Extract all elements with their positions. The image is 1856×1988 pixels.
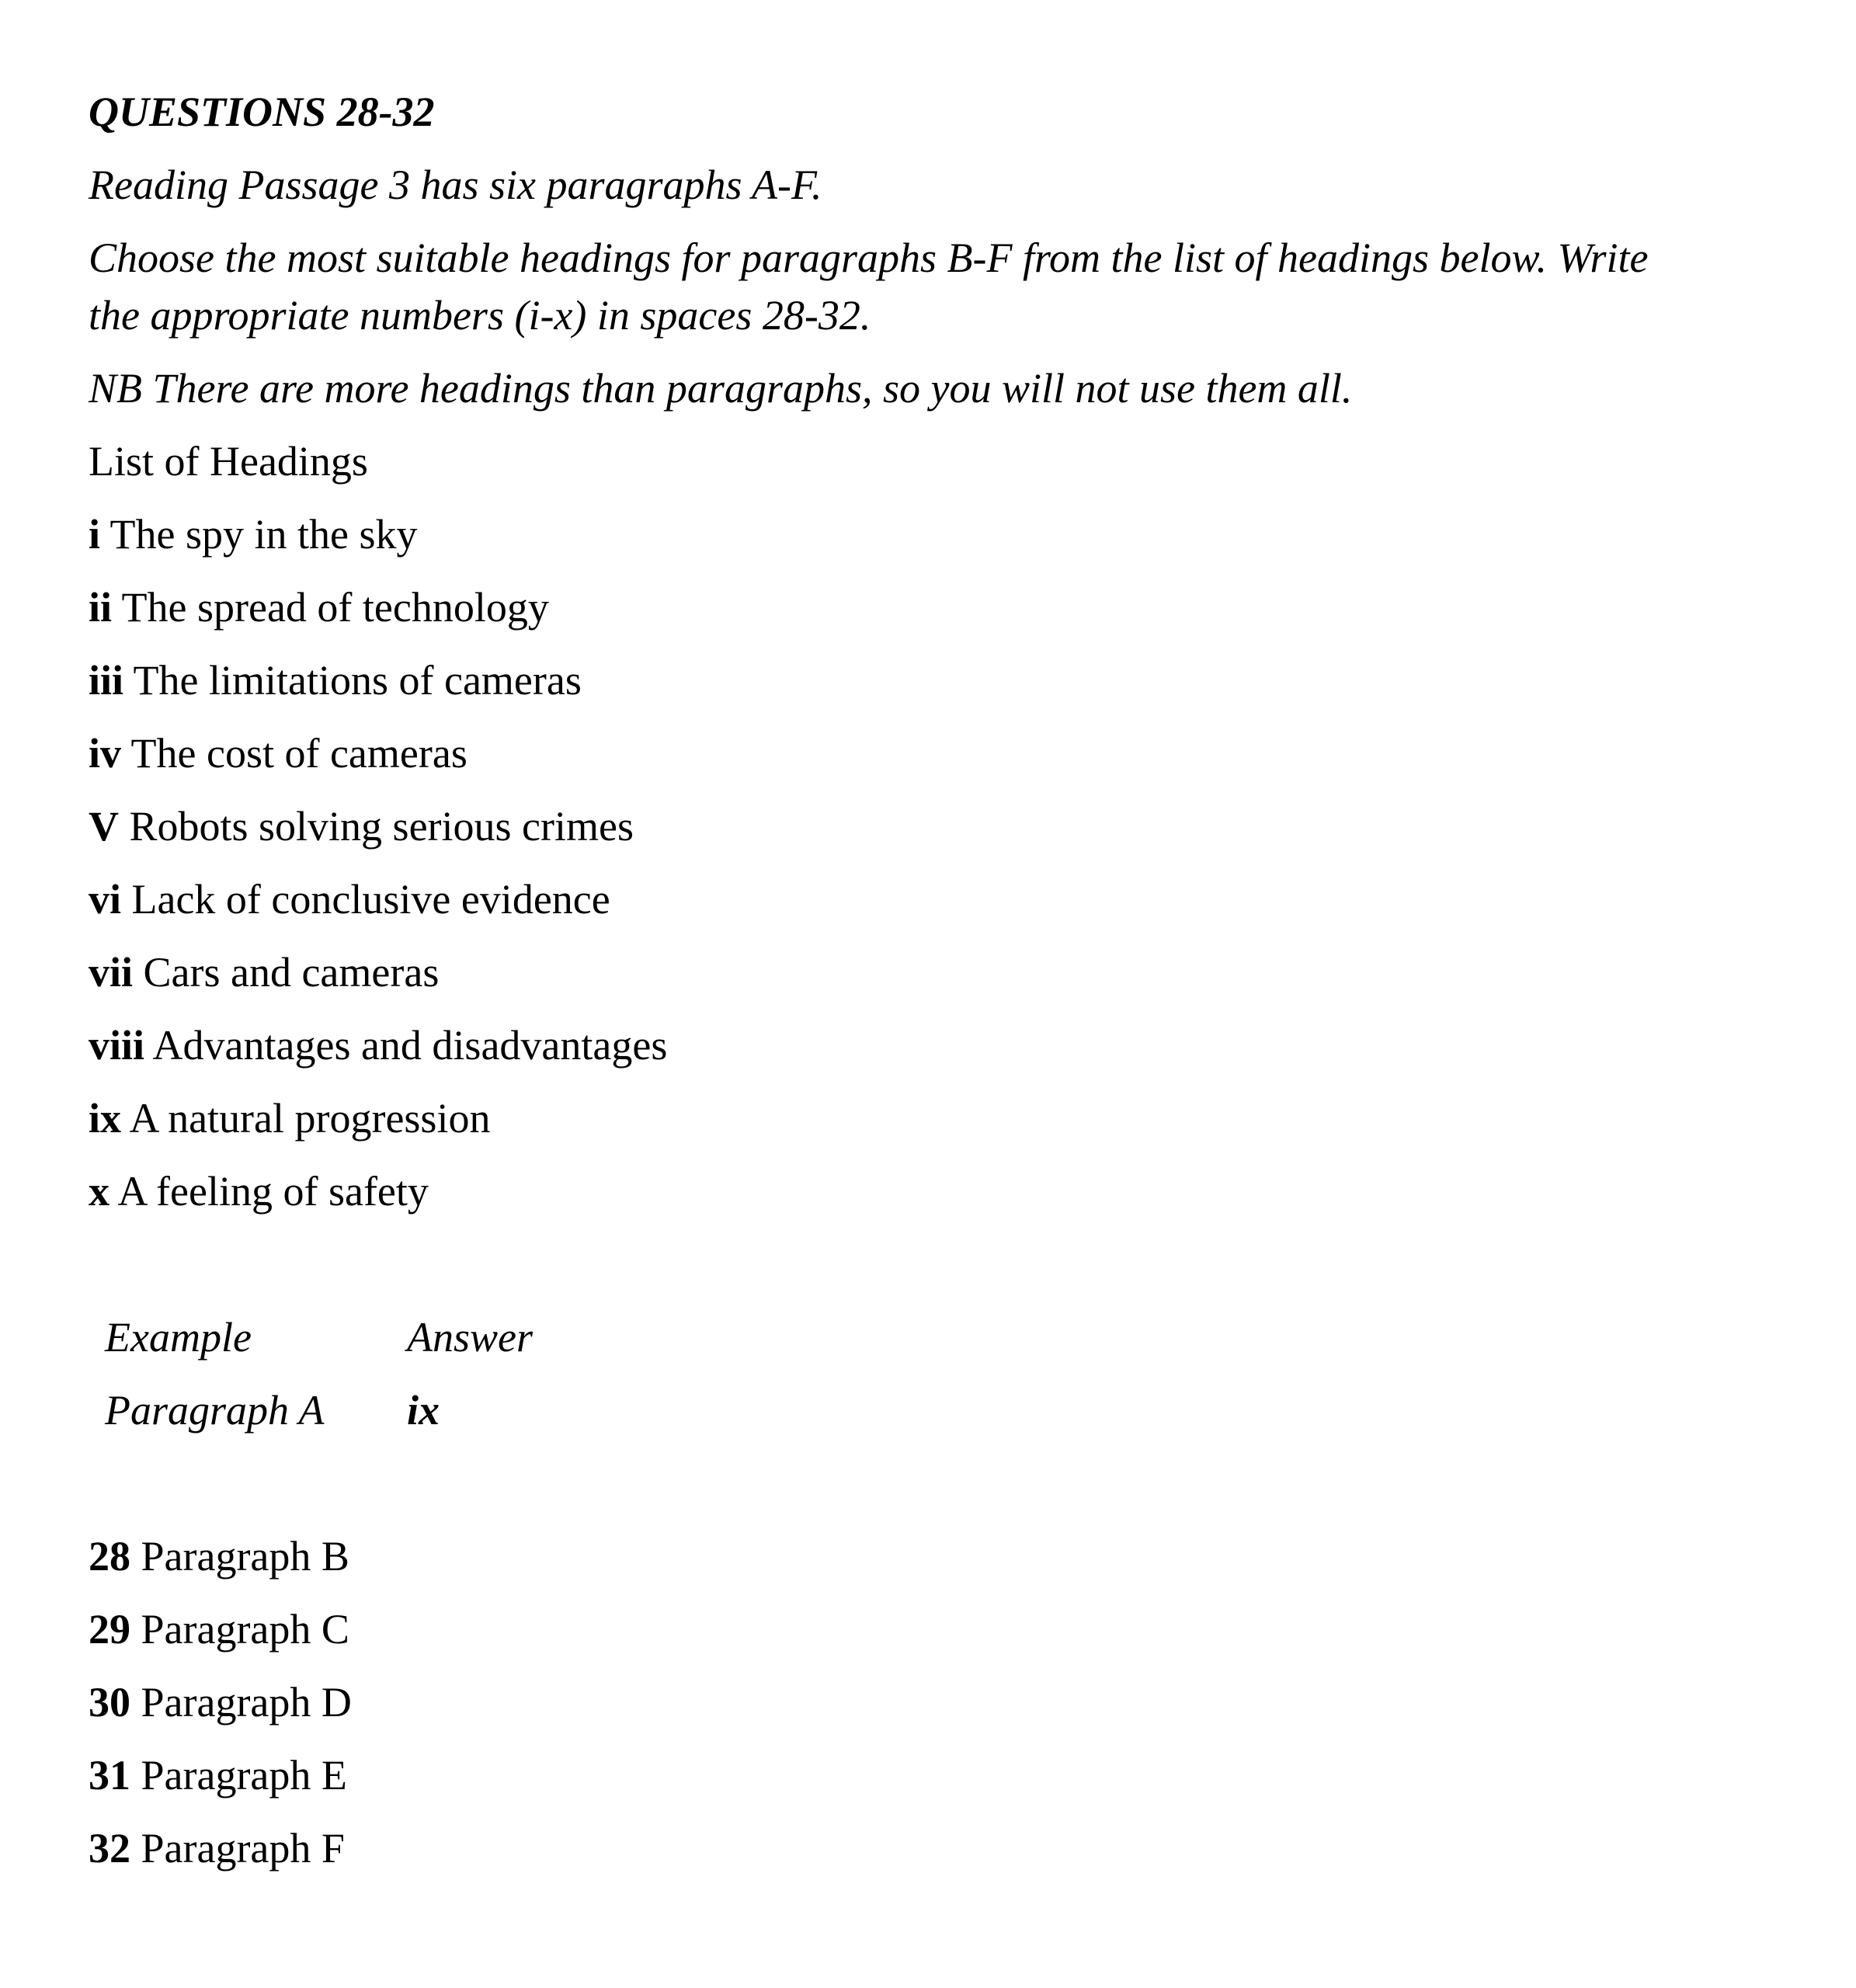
heading-item: [89, 509, 418, 559]
heading-number: vi: [89, 876, 122, 923]
heading-text: The spy in the sky: [109, 511, 418, 558]
heading-text: Cars and cameras: [143, 949, 440, 996]
heading-text: A feeling of safety: [117, 1168, 429, 1215]
heading-item: [89, 947, 439, 997]
heading-item: [89, 1166, 429, 1216]
question-number: 30: [89, 1679, 130, 1726]
answer-label: Answer: [407, 1314, 533, 1361]
heading-item: [89, 1093, 490, 1143]
question-number: 31: [89, 1752, 130, 1799]
instruction-note: NB There are more headings than paragraphs, so you will not use them all.: [89, 365, 1353, 412]
example-answer: ix: [407, 1387, 440, 1434]
heading-item: [89, 582, 549, 632]
question-item[interactable]: [89, 1823, 345, 1873]
question-number: 32: [89, 1825, 130, 1872]
heading-text: A natural progression: [129, 1095, 491, 1142]
question-number: 29: [89, 1606, 130, 1653]
example-label: Example: [105, 1314, 252, 1361]
heading-text: The spread of technology: [121, 584, 549, 631]
instruction-1: Reading Passage 3 has six paragraphs A-F.: [89, 162, 822, 208]
heading-text: The limitations of cameras: [133, 657, 582, 704]
question-item[interactable]: [89, 1677, 352, 1727]
heading-number: x: [89, 1168, 109, 1215]
question-text: Paragraph C: [141, 1606, 349, 1653]
instruction-2: Choose the most suitable headings for paragraphs B-F from the list of headings below. Write: [89, 235, 1649, 281]
heading-text: Lack of conclusive evidence: [131, 876, 610, 923]
question-item[interactable]: [89, 1531, 349, 1581]
question-number: 28: [89, 1533, 130, 1580]
heading-number: iii: [89, 657, 124, 704]
headings-label: List of Headings: [89, 438, 368, 485]
heading-number: ii: [89, 584, 113, 631]
heading-item: [89, 728, 467, 778]
heading-number: V: [89, 803, 119, 850]
example-paragraph: Paragraph A: [105, 1387, 325, 1434]
heading-item: [89, 1020, 667, 1070]
question-text: Paragraph E: [141, 1752, 347, 1799]
heading-text: The cost of cameras: [130, 730, 467, 777]
page-title: QUESTIONS 28-32: [89, 89, 435, 135]
question-text: Paragraph D: [141, 1679, 352, 1726]
question-text: Paragraph F: [141, 1825, 345, 1872]
heading-item: [89, 874, 610, 924]
heading-number: viii: [89, 1022, 145, 1069]
question-text: Paragraph B: [141, 1533, 349, 1580]
heading-item: [89, 801, 634, 851]
question-item[interactable]: [89, 1604, 349, 1654]
heading-number: i: [89, 511, 101, 558]
instruction-3: the appropriate numbers (i-x) in spaces 28-32.: [89, 292, 871, 339]
heading-text: Robots solving serious crimes: [129, 803, 634, 850]
question-item[interactable]: [89, 1750, 347, 1800]
heading-item: [89, 655, 582, 705]
heading-number: iv: [89, 730, 122, 777]
heading-text: Advantages and disadvantages: [152, 1022, 668, 1069]
heading-number: vii: [89, 949, 134, 996]
heading-number: ix: [89, 1095, 122, 1142]
